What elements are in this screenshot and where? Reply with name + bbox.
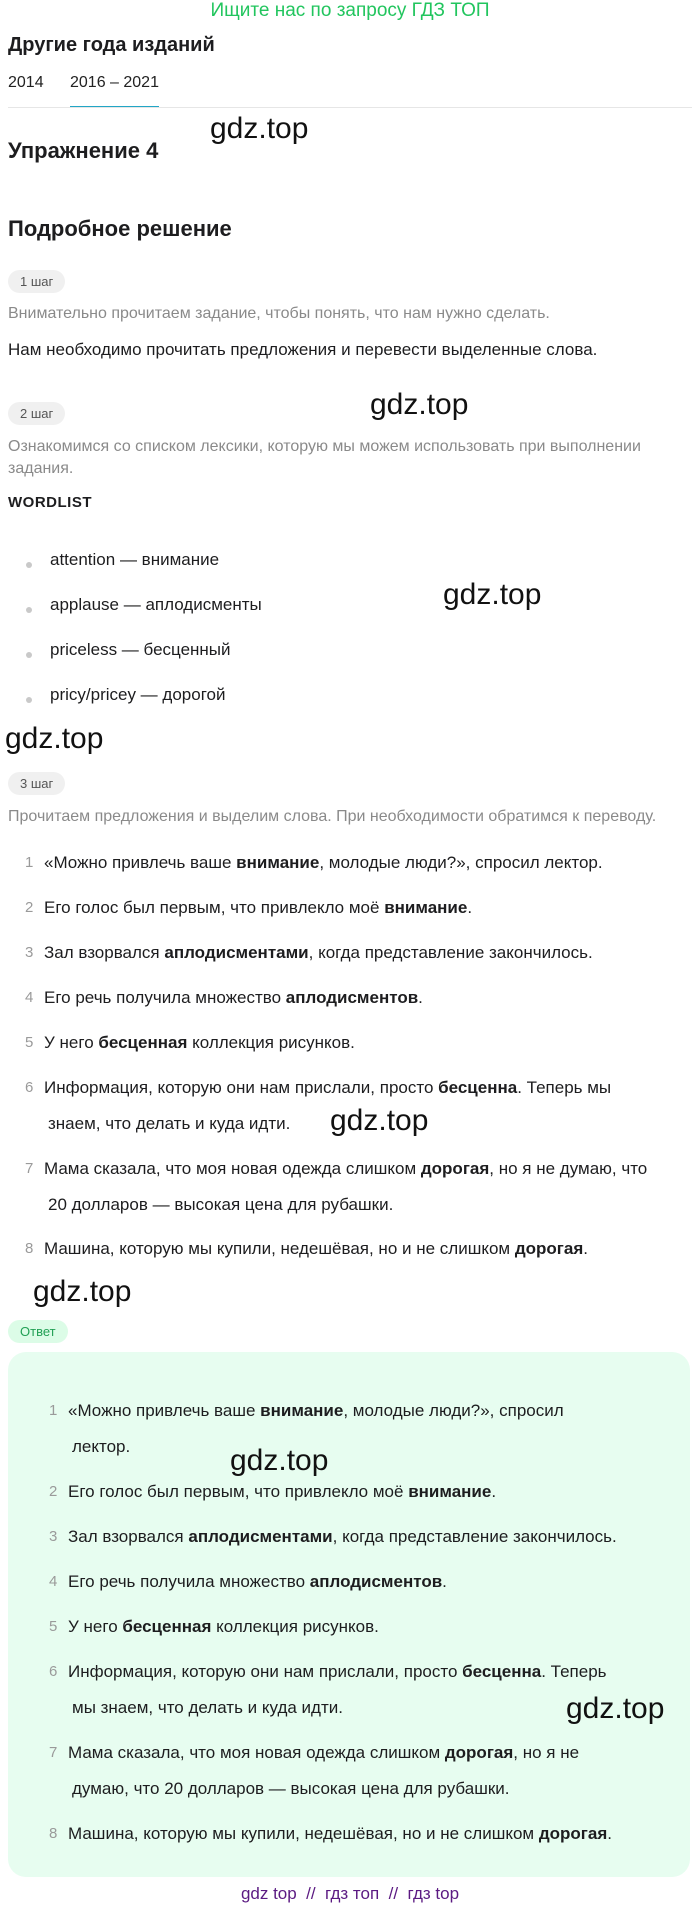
watermark: gdz.top (210, 112, 309, 145)
sentence-number: 1 (25, 854, 34, 871)
step-badge-3: 3 шаг (8, 772, 65, 795)
watermark: gdz.top (566, 1692, 665, 1725)
watermark: gdz.top (330, 1104, 429, 1137)
editions-title: Другие года изданий (8, 34, 215, 56)
search-banner: Ищите нас по запросу ГДЗ ТОП (210, 0, 490, 21)
answer-number: 4 (49, 1573, 58, 1590)
answer-sentence: Мама сказала, что моя новая одежда слишком дорогая, но я не (68, 1743, 580, 1762)
answer-sentence: Зал взорвался аплодисментами, когда представление закончилось. (68, 1527, 617, 1546)
answer-number: 8 (49, 1825, 58, 1842)
step-1-hint: Внимательно прочитаем задание, чтобы понять, что нам нужно сделать. (8, 305, 550, 322)
answer-continuation: лектор. (72, 1437, 131, 1456)
watermark: gdz.top (370, 388, 469, 421)
tab-year-2016-2021[interactable]: 2016 – 2021 (70, 74, 159, 108)
answer-sentence: «Можно привлечь ваше внимание, молодые люди?», спросил (68, 1401, 564, 1420)
bullet-icon (26, 652, 32, 658)
sentence-number: 4 (25, 989, 34, 1006)
answer-sentence: Информация, которую они нам прислали, просто бесценна. Теперь (68, 1662, 607, 1681)
answer-sentence: Машина, которую мы купили, недешёвая, но и не слишком дорогая. (68, 1824, 612, 1843)
sentence: У него бесценная коллекция рисунков. (44, 1033, 355, 1052)
step-1-text: Нам необходимо прочитать предложения и перевести выделенные слова. (8, 340, 598, 359)
sentence-number: 7 (25, 1160, 34, 1177)
answer-continuation: мы знаем, что делать и куда идти. (72, 1698, 343, 1717)
solution-title: Подробное решение (8, 216, 232, 241)
watermark: gdz.top (5, 722, 104, 755)
answer-sentence: Его речь получила множество аплодисментов. (68, 1572, 447, 1591)
sentence-continuation: 20 долларов — высокая цена для рубашки. (48, 1195, 394, 1214)
wordlist-item: priceless — бесценный (50, 640, 231, 659)
bullet-icon (26, 562, 32, 568)
sentence-number: 2 (25, 899, 34, 916)
wordlist-item: pricy/pricey — дорогой (50, 685, 226, 704)
watermark: gdz.top (443, 578, 542, 611)
step-badge-1: 1 шаг (8, 270, 65, 293)
sentence-number: 5 (25, 1034, 34, 1051)
answer-sentence: У него бесценная коллекция рисунков. (68, 1617, 379, 1636)
watermark: gdz.top (230, 1444, 329, 1477)
answer-number: 2 (49, 1483, 58, 1500)
sentence: Информация, которую они нам прислали, просто бесценна. Теперь мы (44, 1078, 612, 1097)
exercise-title: Упражнение 4 (8, 138, 159, 163)
answer-number: 7 (49, 1744, 58, 1761)
divider (8, 107, 692, 108)
sentence-number: 3 (25, 944, 34, 961)
tab-year-2014[interactable]: 2014 (8, 74, 44, 91)
wordlist-item: applause — аплодисменты (50, 595, 262, 614)
answer-badge: Ответ (8, 1320, 68, 1343)
sentence: Его голос был первым, что привлекло моё внимание. (44, 898, 473, 917)
step-2-hint-line1: Ознакомимся со списком лексики, которую мы можем использовать при выполнении (8, 438, 641, 455)
step-2-hint-line2: задания. (8, 460, 74, 477)
bullet-icon (26, 697, 32, 703)
step-3-hint: Прочитаем предложения и выделим слова. При необходимости обратимся к переводу. (8, 808, 657, 825)
wordlist-title: WORDLIST (8, 494, 92, 511)
step-badge-2: 2 шаг (8, 402, 65, 425)
answer-number: 5 (49, 1618, 58, 1635)
sentence: Его речь получила множество аплодисментов. (44, 988, 423, 1007)
bullet-icon (26, 607, 32, 613)
sentence: Мама сказала, что моя новая одежда слишком дорогая, но я не думаю, что (44, 1159, 648, 1178)
answer-number: 6 (49, 1663, 58, 1680)
answer-continuation: думаю, что 20 долларов — высокая цена для рубашки. (72, 1779, 510, 1798)
sentence-number: 8 (25, 1240, 34, 1257)
sentence: «Можно привлечь ваше внимание, молодые люди?», спросил лектор. (44, 853, 603, 872)
answer-number: 3 (49, 1528, 58, 1545)
footer-links[interactable]: gdz top // гдз топ // гдз top (240, 1884, 460, 1903)
sentence: Машина, которую мы купили, недешёвая, но и не слишком дорогая. (44, 1239, 588, 1258)
answer-number: 1 (49, 1402, 58, 1419)
wordlist-item: attention — внимание (50, 550, 220, 569)
answer-sentence: Его голос был первым, что привлекло моё внимание. (68, 1482, 497, 1501)
sentence-number: 6 (25, 1079, 34, 1096)
sentence: Зал взорвался аплодисментами, когда представление закончилось. (44, 943, 593, 962)
watermark: gdz.top (33, 1275, 132, 1308)
sentence-continuation: знаем, что делать и куда идти. (48, 1114, 291, 1133)
